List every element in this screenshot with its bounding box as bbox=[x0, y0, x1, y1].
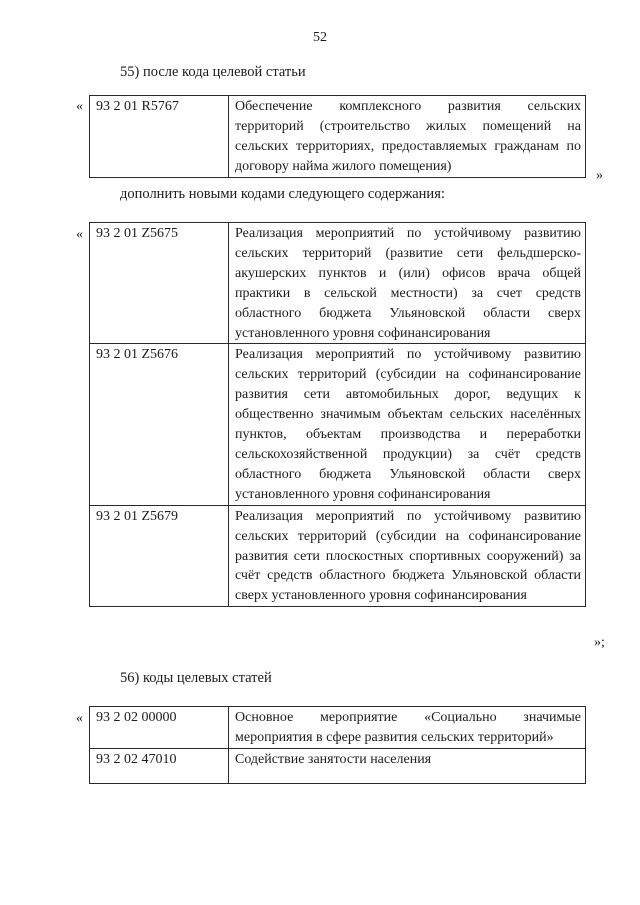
table-row bbox=[90, 223, 586, 344]
code-table-3 bbox=[89, 706, 586, 784]
open-quote-2: « bbox=[76, 227, 83, 242]
target-code: 93 2 02 47010 bbox=[90, 748, 229, 783]
close-quote-1: » bbox=[596, 168, 603, 183]
target-description: Обеспечение комплексного развития сельских территорий (строительство жилых помещений на сельских территориях, предоставляемых гражданам по договору найма жилого помещения) bbox=[229, 96, 586, 178]
table-row bbox=[90, 505, 586, 607]
target-description: Реализация мероприятий по устойчивому развитию сельских территорий (субсидии на софинансирование развития сети плоскостных спортивных сооружений) за счёт средств областного бюджета Ульяновской области сверх установленного уровня софинансирования bbox=[229, 505, 586, 607]
target-description: Основное мероприятие «Социально значимые мероприятия в сфере развития сельских территорий» bbox=[229, 707, 586, 749]
close-quote-2: »; bbox=[594, 635, 605, 650]
code-table-1 bbox=[89, 95, 586, 178]
target-description: Реализация мероприятий по устойчивому развитию сельских территорий (субсидии на софинансирование развития сети автомобильных дорог, ведущих к общественно значимым объектам сельских населённых пунктов, объектам производства и переработки сельскохозяйственной продукции) за счёт средств областного бюджета Ульяновской области сверх установленного уровня софинансирования bbox=[229, 344, 586, 505]
target-code: 93 2 01 R5767 bbox=[90, 96, 229, 178]
table-row bbox=[90, 344, 586, 505]
item-56-intro: 56) коды целевых статей bbox=[120, 670, 272, 686]
target-code: 93 2 01 Z5675 bbox=[90, 223, 229, 344]
target-code: 93 2 02 00000 bbox=[90, 707, 229, 749]
page-number: 52 bbox=[313, 30, 327, 45]
table-row bbox=[90, 96, 586, 178]
code-table-2 bbox=[89, 222, 586, 607]
target-description: Содействие занятости населения bbox=[229, 748, 586, 783]
table-row bbox=[90, 707, 586, 749]
open-quote-3: « bbox=[76, 711, 83, 726]
target-code: 93 2 01 Z5676 bbox=[90, 344, 229, 505]
item-55-intro: 55) после кода целевой статьи bbox=[120, 64, 306, 80]
table-row bbox=[90, 748, 586, 783]
open-quote-1: « bbox=[76, 99, 83, 114]
target-code: 93 2 01 Z5679 bbox=[90, 505, 229, 607]
target-description: Реализация мероприятий по устойчивому развитию сельских территорий (развитие сети фельдшерско-акушерских пунктов и (или) офисов врача общей практики в сельской местности) за счет средств областного бюджета Ульяновской области сверх установленного уровня софинансирования bbox=[229, 223, 586, 344]
item-55-add-intro: дополнить новыми кодами следующего содержания: bbox=[120, 186, 445, 202]
